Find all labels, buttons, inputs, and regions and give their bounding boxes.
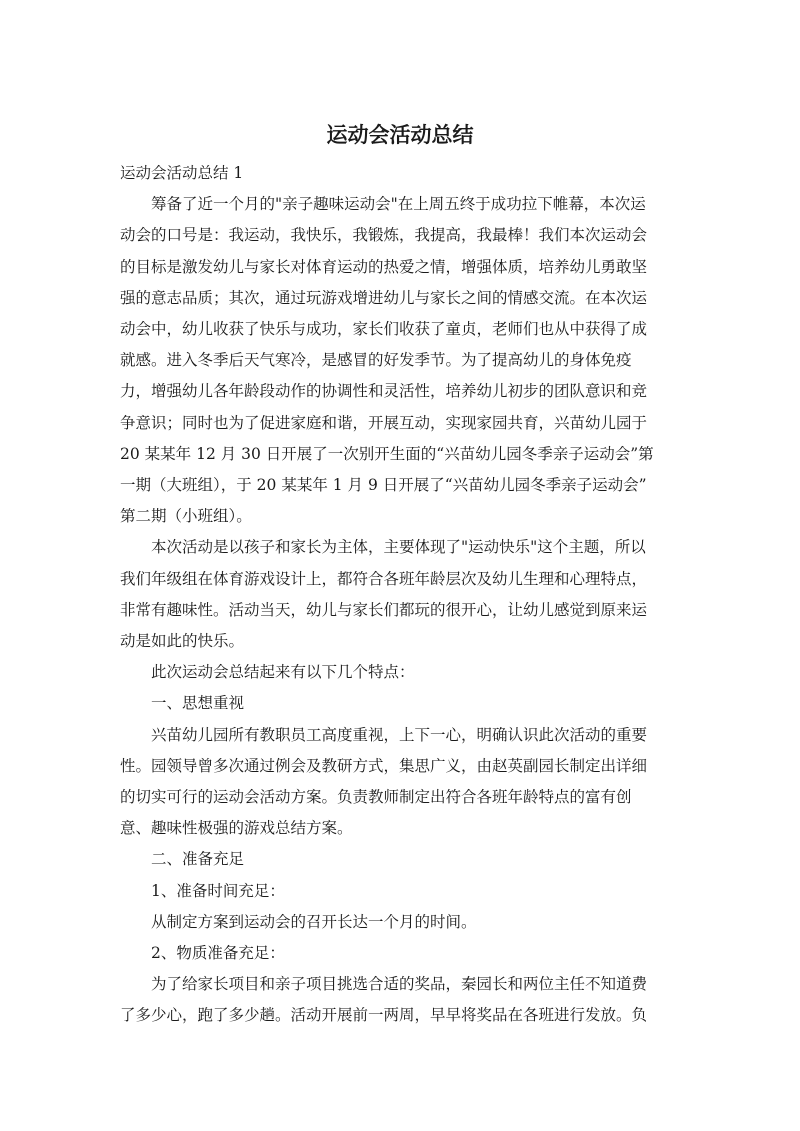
text-line: 力，增强幼儿各年龄段动作的协调性和灵活性，培养幼儿初步的团队意识和竞 [120, 382, 648, 401]
text-line: 从制定方案到运动会的召开长达一个月的时间。 [151, 912, 477, 931]
text-line: 动是如此的快乐。 [120, 632, 245, 651]
text-line: 我们年级组在体育游戏设计上，都符合各班年龄层次及幼儿生理和心理特点， [120, 569, 648, 588]
text-line: 的切实可行的运动会活动方案。负责教师制定出符合各班年龄特点的富有创 [120, 788, 632, 807]
text-line: 一、思想重视 [151, 694, 245, 713]
text-line: 2、物质准备充足： [151, 944, 285, 963]
text-line: 20 某某年 12 月 30 日开展了一次别开生面的“兴苗幼儿园冬季亲子运动会”第 [120, 444, 654, 463]
text-line: 性。园领导曾多次通过例会及教研方式，集思广义，由赵英副园长制定出详细 [120, 756, 648, 775]
document-body [120, 158, 680, 1032]
text-line: 筹备了近一个月的"亲子趣味运动会"在上周五终于成功拉下帷幕，本次运 [151, 195, 646, 214]
text-line: 本次活动是以孩子和家长为主体，主要体现了"运动快乐"这个主题，所以 [151, 538, 646, 557]
text-line: 为了给家长项目和亲子项目挑选合适的奖品，秦园长和两位主任不知道费 [151, 975, 648, 994]
text-line: 非常有趣味性。活动当天，幼儿与家长们都玩的很开心，让幼儿感觉到原来运 [120, 600, 648, 619]
text-line: 运动会活动总结 1 [120, 164, 244, 182]
text-line: 强的意志品质；其次，通过玩游戏增进幼儿与家长之间的情感交流。在本次运 [120, 288, 648, 307]
text-line: 就感。进入冬季后天气寒冷，是感冒的好发季节。为了提高幼儿的身体免疫 [120, 351, 632, 370]
text-line: 动会的口号是：我运动，我快乐，我锻炼，我提高，我最棒！我们本次运动会 [120, 226, 648, 245]
text-line: 一期（大班组），于 20 某某年 1 月 9 日开展了“兴苗幼儿园冬季亲子运动会” [120, 476, 647, 495]
text-line: 意、趣味性极强的游戏总结方案。 [120, 819, 353, 838]
text-line: 动会中，幼儿收获了快乐与成功，家长们收获了童贞，老师们也从中获得了成 [120, 320, 648, 339]
text-line: 的目标是激发幼儿与家长对体育运动的热爱之情，增强体质，培养幼儿勇敢坚 [120, 257, 648, 276]
text-line: 兴苗幼儿园所有教职员工高度重视，上下一心，明确认识此次活动的重要 [151, 725, 648, 744]
text-line: 争意识；同时也为了促进家庭和谐，开展互动，实现家园共育，兴苗幼儿园于 [120, 413, 648, 432]
text-line: 1、准备时间充足： [151, 881, 285, 900]
text-line: 了多少心，跑了多少趟。活动开展前一两周，早早将奖品在各班进行发放。负 [120, 1006, 648, 1025]
document-page [120, 120, 680, 1032]
text-line: 此次运动会总结起来有以下几个特点： [151, 663, 415, 682]
document-title: 运动会活动总结 [326, 123, 474, 147]
text-line: 二、准备充足 [151, 850, 245, 869]
text-line: 第二期（小班组）。 [120, 507, 252, 526]
